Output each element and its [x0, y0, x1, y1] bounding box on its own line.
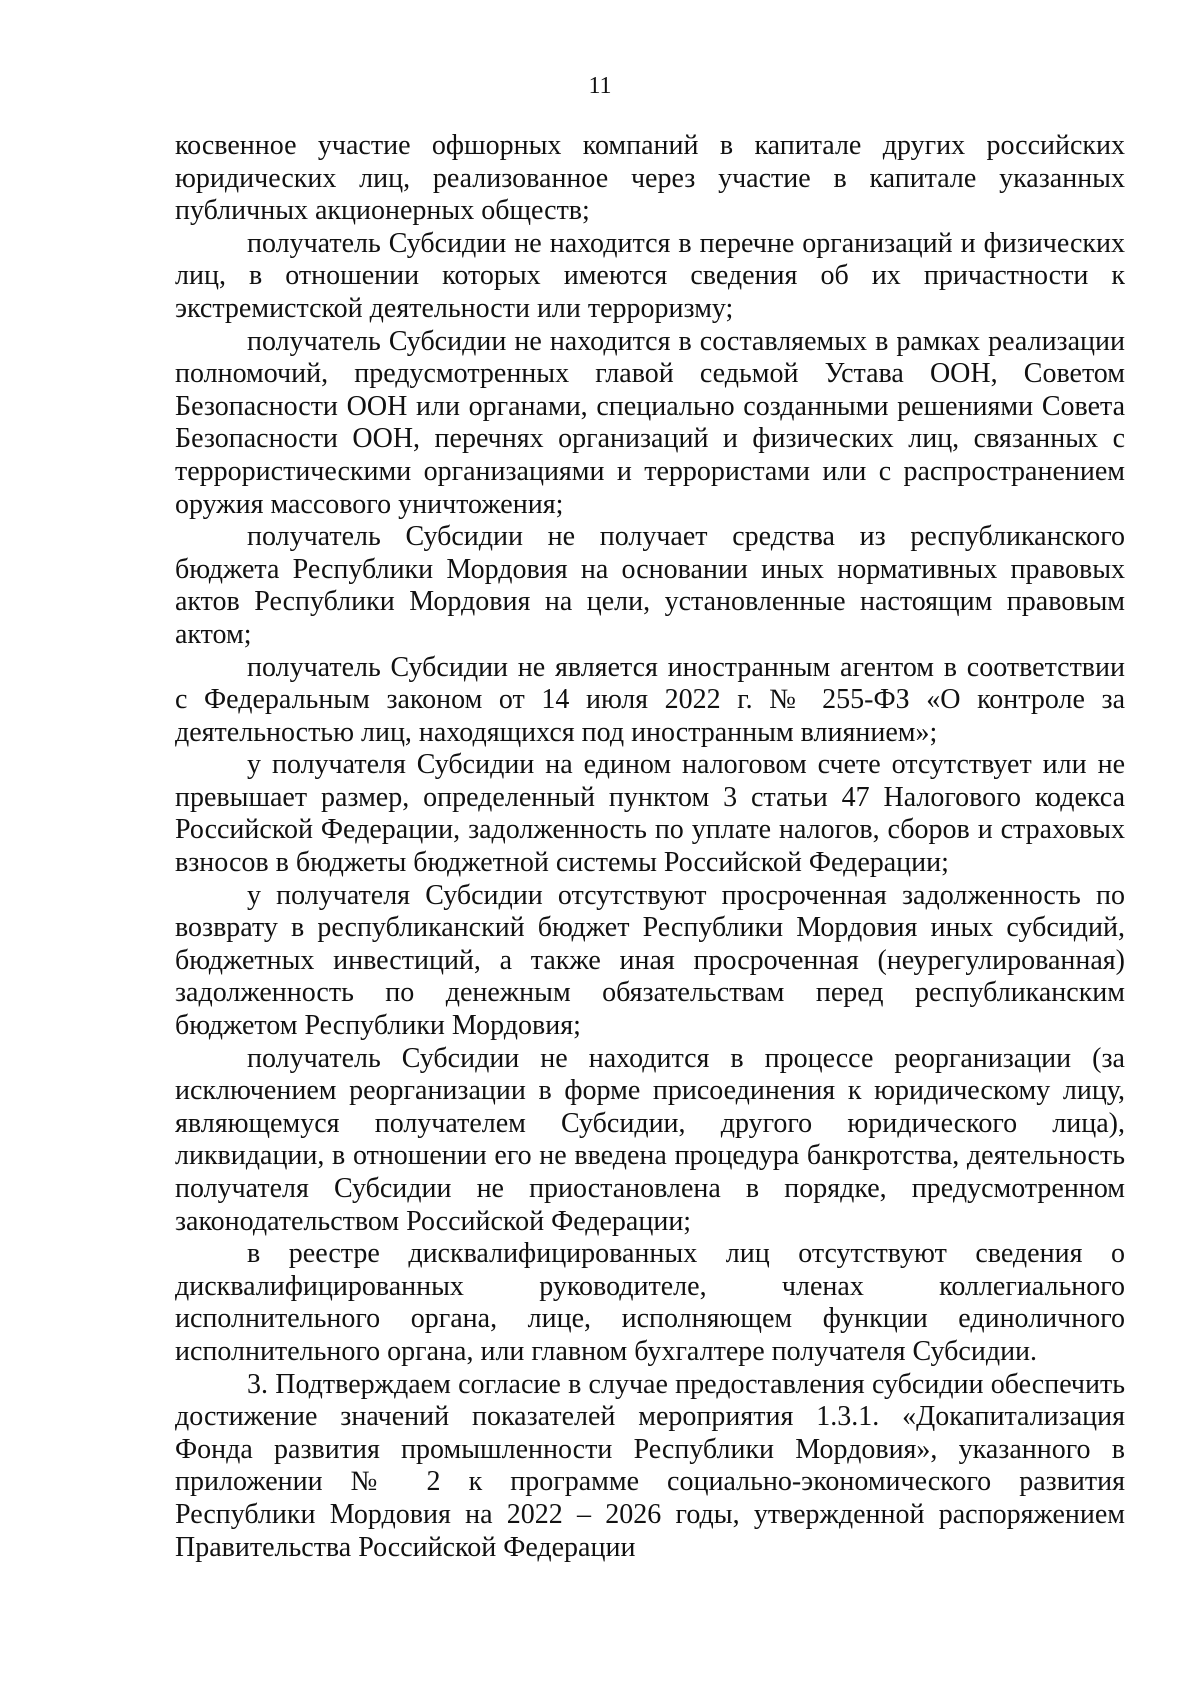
- paragraph-foreign-agent: получатель Субсидии не является иностранным агентом в соответствии с Федеральным законом от 14 июля 2022 г. № 255-ФЗ «О контроле за деятельностью лиц, находящихся под иностранным влиянием»;: [175, 651, 1125, 748]
- paragraph-reorganization: получатель Субсидии не находится в процессе реорганизации (за исключением реорганизации в форме присоединения к юридическому лицу, являющемуся получателем Субсидии, другого юридического лица), ликвидации, в отношении его не введена процедура банкротства, деятельность получателя Субсидии не приостановлена в порядке, предусмотренном законодательством Российской Федерации;: [175, 1042, 1125, 1237]
- paragraph-overdue-debt: у получателя Субсидии отсутствуют просроченная задолженность по возврату в республиканский бюджет Республики Мордовия иных субсидий, бюджетных инвестиций, а также иная просроченная (неурегулированная) задолженность по денежным обязательствам перед республиканским бюджетом Республики Мордовия;: [175, 879, 1125, 1042]
- paragraph-no-other-funding: получатель Субсидии не получает средства из республиканского бюджета Республики Мордовия на основании иных нормативных правовых актов Республики Мордовия на цели, установленные настоящим правовым актом;: [175, 521, 1125, 650]
- paragraph-offshore-participation: косвенное участие офшорных компаний в капитале других российских юридических лиц, реализованное через участие в капитале указанных публичных акционерных обществ;: [175, 130, 1125, 227]
- page-number: 11: [588, 73, 612, 99]
- paragraph-un-security-council-list: получатель Субсидии не находится в составляемых в рамках реализации полномочий, предусмотренных главой седьмой Устава ООН, Советом Безопасности ООН или органами, специально созданными решениями Совета Безопасности ООН, перечнях организаций и физических лиц, связанных с террористическими организациями и террористами или с распространением оружия массового уничтожения;: [175, 325, 1125, 520]
- paragraph-disqualified-persons: в реестре дисквалифицированных лиц отсутствуют сведения о дисквалифицированных руководителе, членах коллегиального исполнительного органа, лице, исполняющем функции единоличного исполнительного органа, или главном бухгалтере получателя Субсидии.: [175, 1238, 1125, 1367]
- paragraph-tax-debt: у получателя Субсидии на едином налоговом счете отсутствует или не превышает размер, определенный пунктом 3 статьи 47 Налогового кодекса Российской Федерации, задолженность по уплате налогов, сборов и страховых взносов в бюджеты бюджетной системы Российской Федерации;: [175, 749, 1125, 879]
- paragraph-extremism-list: получатель Субсидии не находится в перечне организаций и физических лиц, в отношении которых имеются сведения об их причастности к экстремистской деятельности или терроризму;: [175, 227, 1125, 324]
- document-body: [175, 130, 1125, 1564]
- paragraph-consent-indicators: 3. Подтверждаем согласие в случае предоставления субсидии обеспечить достижение значений показателей мероприятия 1.3.1. «Докапитализация Фонда развития промышленности Республики Мордовия», указанного в приложении № 2 к программе социально-экономического развития Республики Мордовия на 2022 – 2026 годы, утвержденной распоряжением Правительства Российской Федерации: [175, 1368, 1125, 1563]
